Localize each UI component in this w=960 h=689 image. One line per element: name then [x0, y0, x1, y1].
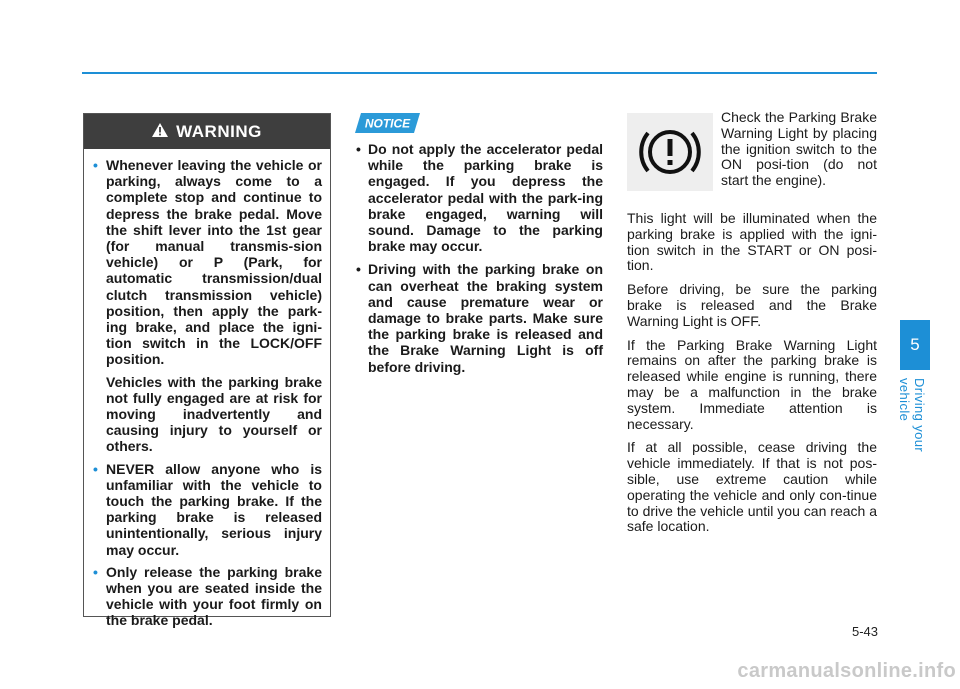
brake-light-description	[627, 211, 877, 543]
bullet-icon: •	[356, 261, 361, 278]
chapter-number: 5	[910, 335, 920, 354]
body-paragraph: Before driving, be sure the parking brake is released and the Brake Warning Light is OFF.	[627, 281, 877, 329]
body-paragraph: If the Parking Brake Warning Light remains on after the parking brake is released while engine is running, there may be a malfunction in the brake system. Immediate attention is necessary.	[627, 336, 877, 432]
warning-triangle-icon	[152, 122, 168, 142]
body-paragraph: This light will be illuminated when the parking brake is applied with the igni-tion switch in the START or ON posi-tion.	[627, 210, 877, 274]
warning-paragraph: Whenever leaving the vehicle or parking, always come to a complete stop and continue to depress the brake pedal. Move the shift lever into the 1st gear (for manual transmis-sion vehicle) or P (Park, for automatic transmission/dual clutch transmission vehicle) position, then apply the park-ing brake, and place the igni-tion switch in the LOCK/OFF position.	[106, 157, 322, 368]
bullet-icon: •	[93, 563, 98, 580]
page-number: 5-43	[851, 624, 878, 639]
warning-paragraph: Only release the parking brake when you are seated inside the vehicle with your foot firmly on the brake pedal.	[106, 563, 322, 629]
warning-title: WARNING	[176, 121, 262, 141]
bullet-icon: •	[93, 157, 98, 173]
notice-item-text: Driving with the parking brake on can overheat the braking system and cause premature wear or damage to brake parts. Make sure the parking brake is released and the Brake Warning Light is off before driving.	[368, 261, 603, 375]
header-rule	[82, 72, 877, 74]
watermark: carmanualsonline.info	[737, 660, 956, 682]
notice-item	[355, 141, 603, 254]
warning-item	[93, 461, 322, 558]
warning-body	[84, 149, 330, 629]
warning-header	[84, 114, 330, 149]
notice-item	[355, 261, 603, 374]
notice-item-text: Do not apply the accelerator pedal while the parking brake is engaged. If you depress the accelerator pedal with the park-ing brake engaged, warning will sound. Damage to the parking brake may occur.	[368, 141, 603, 255]
body-paragraph: If at all possible, cease driving the vehicle immediately. If that is not pos-sible, use extreme caution while operating the vehicle and only con-tinue to drive the vehicle until you can reach a safe location.	[627, 439, 877, 535]
warning-item	[93, 564, 322, 629]
chapter-tab	[900, 320, 930, 370]
warning-box	[83, 113, 331, 629]
warning-paragraph: Vehicles with the parking brake not fully engaged are at risk for moving inadvertently and causing injury to yourself or others.	[106, 373, 322, 455]
notice-list	[355, 141, 603, 382]
bullet-icon: •	[93, 460, 98, 477]
warning-paragraph: NEVER allow anyone who is unfamiliar with the vehicle to touch the parking brake. If the parking brake is released unintentionally, serious injury may occur.	[106, 460, 322, 558]
chapter-title: Driving your vehicle	[897, 378, 927, 453]
brake-warning-light-icon	[627, 113, 713, 191]
warning-item	[93, 157, 322, 455]
brake-light-intro: Check the Parking Brake Warning Light by placing the ignition switch to the ON posi-tion (do not start the engine).	[721, 109, 877, 189]
bullet-icon: •	[356, 141, 361, 157]
notice-badge	[355, 113, 420, 133]
notice-label: NOTICE	[364, 116, 411, 131]
